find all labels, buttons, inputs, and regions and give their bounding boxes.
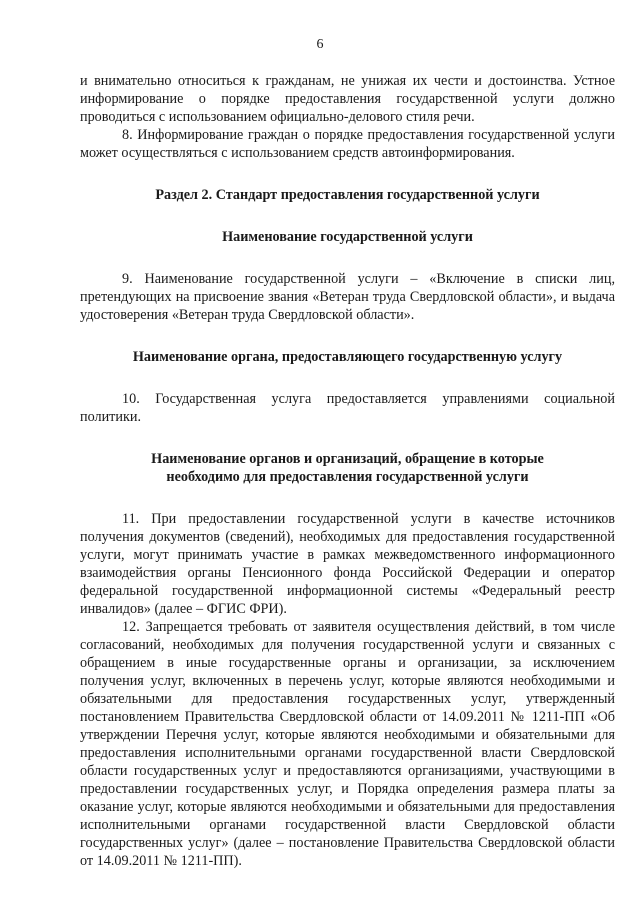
- section-title: Раздел 2. Стандарт предоставления государственной услуги: [155, 187, 540, 203]
- document-body: [80, 72, 615, 870]
- subheading-providing-body: Наименование органа, предоставляющего государственную услугу: [132, 349, 563, 365]
- paragraph-9: 9. Наименование государственной услуги – «Включение в списки лиц, претендующих на присвоение звания «Ветеран труда Свердловской области», и выдача удостоверения «Ветеран труда Свердловской области».: [80, 271, 615, 323]
- paragraph-12: 12. Запрещается требовать от заявителя осуществления действий, в том числе согласований, необходимых для получения государственной услуги и связанных с обращением в иные государственные органы и организации, за исключением получения услуг, включенных в перечень услуг, которые являются необходимыми и обязательными для предоставления государственных услуг, утвержденный постановлением Правительства Свердловской области от 14.09.2011 № 1211-ПП «Об утверждении Перечня услуг, которые являются необходимыми и обязательными для предоставления исполнительными органами государственной власти Свердловской области государственных услуг и предоставляются организациями, участвующими в предоставлении государственных услуг, и Порядка определения размера платы за оказание услуг, которые являются необходимыми и обязательными для предоставления исполнительными органами государственной власти Свердловской области государственных услуг» (далее – постановление Правительства Свердловской области от 14.09.2011 № 1211-ПП).: [80, 619, 615, 869]
- paragraph-10: 10. Государственная услуга предоставляется управлениями социальной политики.: [80, 391, 615, 425]
- paragraph-11: 11. При предоставлении государственной услуги в качестве источников получения документов (сведений), необходимых для предоставления государственной услуги, могут принимать участие в рамках межведомственного информационного взаимодействия органы Пенсионного фонда Российской Федерации и оператор федеральной государственной информационной системы «Федеральный реестр инвалидов» (далее – ФГИС ФРИ).: [80, 511, 615, 617]
- paragraph-8: 8. Информирование граждан о порядке предоставления государственной услуги может осуществляться с использованием средств автоинформирования.: [80, 127, 615, 161]
- subheading-organizations-line-2: необходимо для предоставления государственной услуги: [166, 469, 529, 485]
- paragraph-continuation: и внимательно относиться к гражданам, не унижая их чести и достоинства. Устное информирование о порядке предоставления государственной услуги должно проводиться с использованием официально-делового стиля речи.: [80, 73, 615, 125]
- subheading-organizations-line-1: Наименование органов и организаций, обращение в которые: [151, 451, 544, 467]
- page-number: 6: [316, 37, 324, 52]
- subheading-service-name: Наименование государственной услуги: [222, 229, 473, 245]
